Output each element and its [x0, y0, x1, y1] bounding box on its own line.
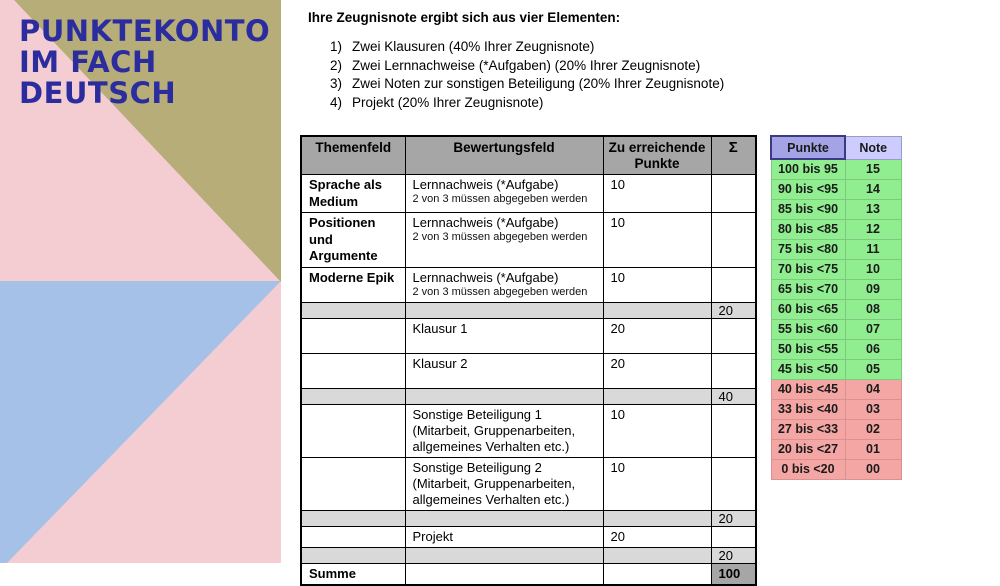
sigma-subtotal-cell: 20	[711, 510, 756, 526]
slide-title	[19, 16, 270, 109]
grade-punkte-cell: 45 bis <50	[771, 359, 845, 379]
grade-note-cell: 09	[845, 279, 901, 299]
grade-row	[771, 419, 901, 439]
grade-col-header-punkte: Punkte	[771, 136, 845, 159]
bewertung-cell	[405, 457, 603, 510]
grade-row	[771, 379, 901, 399]
grade-note-cell: 04	[845, 379, 901, 399]
bewertung-cell	[405, 175, 603, 213]
punkte-cell	[603, 547, 711, 563]
sigma-cell	[711, 404, 756, 457]
grade-punkte-cell: 60 bis <65	[771, 299, 845, 319]
bewertung-cell	[405, 526, 603, 547]
bewertung-cell	[405, 563, 603, 585]
themenfeld-cell	[301, 302, 405, 318]
grade-note-cell: 15	[845, 159, 901, 179]
grade-note-cell: 01	[845, 439, 901, 459]
grade-punkte-cell: 85 bis <90	[771, 199, 845, 219]
bewertung-subnote: 2 von 3 müssen abgegeben werden	[412, 193, 588, 205]
bewertung-text: Lernnachweis (*Aufgabe)	[412, 269, 559, 285]
bewertung-text: Lernnachweis (*Aufgabe)	[412, 215, 559, 230]
punkte-cell	[603, 388, 711, 404]
intro-list	[308, 38, 788, 112]
grade-row	[771, 159, 901, 179]
grade-row	[771, 199, 901, 219]
grade-col-header-note: Note	[845, 136, 901, 159]
table-row-positionen-und-argumente	[301, 213, 756, 268]
grade-row	[771, 339, 901, 359]
punkte-cell	[603, 510, 711, 526]
bewertung-text: Lernnachweis (*Aufgabe)	[412, 177, 559, 192]
themenfeld-cell	[301, 547, 405, 563]
themenfeld-cell	[301, 318, 405, 353]
punkte-cell: 20	[603, 526, 711, 547]
grade-note-cell: 12	[845, 219, 901, 239]
sigma-cell	[711, 457, 756, 510]
col-header-themenfeld: Themenfeld	[301, 136, 405, 175]
bewertung-cell	[405, 213, 603, 268]
grade-note-cell: 05	[845, 359, 901, 379]
bewertung-text: Klausur 2	[412, 355, 468, 371]
list-text: Projekt (20% Ihrer Zeugnisnote)	[352, 94, 544, 110]
bewertung-cell	[405, 267, 603, 302]
grade-punkte-cell: 70 bis <75	[771, 259, 845, 279]
list-number: 4)	[330, 94, 343, 110]
punkte-cell: 20	[603, 353, 711, 388]
grade-punkte-cell: 75 bis <80	[771, 239, 845, 259]
grade-punkte-cell: 40 bis <45	[771, 379, 845, 399]
table-row-subtotal	[301, 547, 756, 563]
grade-row	[771, 179, 901, 199]
grade-row	[771, 459, 901, 479]
table-row-summe	[301, 563, 756, 585]
grade-note-cell: 14	[845, 179, 901, 199]
list-number: 1)	[330, 39, 343, 54]
list-text: Zwei Noten zur sonstigen Beteiligung (20% Ihrer Zeugnisnote)	[352, 76, 725, 91]
col-header-zu-erreichende-punkte: Zu erreichende Punkte	[603, 136, 711, 175]
themenfeld-cell: Positionen und Argumente	[301, 213, 405, 268]
grade-punkte-cell: 55 bis <60	[771, 319, 845, 339]
themenfeld-cell	[301, 510, 405, 526]
grade-punkte-cell: 90 bis <95	[771, 179, 845, 199]
list-number: 2)	[330, 57, 343, 73]
themenfeld-cell	[301, 457, 405, 510]
grade-punkte-cell: 20 bis <27	[771, 439, 845, 459]
list-text: Zwei Lernnachweise (*Aufgaben) (20% Ihrer Zeugnisnote)	[352, 57, 701, 73]
intro-list-item	[308, 75, 788, 94]
sigma-subtotal-cell: 20	[711, 302, 756, 318]
table-row-subtotal	[301, 388, 756, 404]
punkte-cell: 10	[603, 404, 711, 457]
grade-punkte-cell: 80 bis <85	[771, 219, 845, 239]
grade-punkte-cell: 50 bis <55	[771, 339, 845, 359]
intro-block	[308, 10, 788, 112]
intro-list-item	[308, 94, 788, 113]
sigma-cell	[711, 353, 756, 388]
bewertung-subnote: 2 von 3 müssen abgegeben werden	[412, 285, 588, 298]
sigma-subtotal-cell: 40	[711, 388, 756, 404]
grade-punkte-cell: 33 bis <40	[771, 399, 845, 419]
punkte-cell: 20	[603, 318, 711, 353]
grade-note-cell: 06	[845, 339, 901, 359]
table-row-projekt	[301, 526, 756, 547]
themenfeld-cell	[301, 353, 405, 388]
grade-row	[771, 319, 901, 339]
themenfeld-cell: Moderne Epik	[301, 267, 405, 302]
grade-punkte-cell: 0 bis <20	[771, 459, 845, 479]
points-table	[300, 135, 757, 586]
points-table-header-row	[301, 136, 756, 175]
grade-row	[771, 439, 901, 459]
sigma-subtotal-cell: 20	[711, 547, 756, 563]
sigma-cell	[711, 213, 756, 268]
sigma-cell	[711, 175, 756, 213]
bewertung-cell	[405, 353, 603, 388]
grade-note-cell: 11	[845, 239, 901, 259]
themenfeld-cell	[301, 526, 405, 547]
bewertung-text: Sonstige Beteiligung 1 (Mitarbeit, Gruppenarbeiten, allgemeines Verhalten etc.)	[412, 406, 576, 454]
punkte-cell: 10	[603, 213, 711, 268]
intro-list-item	[308, 38, 788, 57]
table-row-sprache-als-medium	[301, 175, 756, 213]
grade-punkte-cell: 100 bis 95	[771, 159, 845, 179]
grade-row	[771, 399, 901, 419]
themenfeld-cell	[301, 388, 405, 404]
grade-note-cell: 08	[845, 299, 901, 319]
table-row-sonstige-beteiligung-1	[301, 404, 756, 457]
bewertung-cell	[405, 510, 603, 526]
bewertung-subnote: 2 von 3 müssen abgegeben werden	[412, 231, 588, 243]
intro-list-item	[308, 57, 788, 76]
grade-note-cell: 07	[845, 319, 901, 339]
bewertung-cell	[405, 404, 603, 457]
grade-note-cell: 03	[845, 399, 901, 419]
table-row-subtotal	[301, 510, 756, 526]
sigma-total-cell: 100	[711, 563, 756, 585]
list-number: 3)	[330, 76, 343, 91]
grade-scale-table	[770, 135, 902, 480]
table-row-klausur-1	[301, 318, 756, 353]
grade-note-cell: 13	[845, 199, 901, 219]
table-row-sonstige-beteiligung-2	[301, 457, 756, 510]
col-header-sigma: Σ	[711, 136, 756, 175]
grade-row	[771, 239, 901, 259]
bewertung-text: Klausur 1	[412, 320, 468, 336]
bewertung-cell	[405, 388, 603, 404]
sigma-cell	[711, 526, 756, 547]
slide-title-line-2: IM FACH	[19, 45, 157, 79]
col-header-bewertungsfeld: Bewertungsfeld	[405, 136, 603, 175]
themenfeld-cell	[301, 404, 405, 457]
intro-heading: Ihre Zeugnisnote ergibt sich aus vier Elementen:	[308, 10, 621, 25]
grade-row	[771, 299, 901, 319]
sigma-cell	[711, 318, 756, 353]
grade-row	[771, 359, 901, 379]
bewertung-cell	[405, 547, 603, 563]
grade-note-cell: 02	[845, 419, 901, 439]
punkte-cell	[603, 563, 711, 585]
grade-row	[771, 259, 901, 279]
bewertung-text: Sonstige Beteiligung 2 (Mitarbeit, Gruppenarbeiten, allgemeines Verhalten etc.)	[412, 459, 576, 507]
punkte-cell: 10	[603, 267, 711, 302]
punkte-cell: 10	[603, 457, 711, 510]
decorative-left-panel	[0, 0, 281, 563]
grade-punkte-cell: 65 bis <70	[771, 279, 845, 299]
grade-row	[771, 219, 901, 239]
grade-table-header-row	[771, 136, 901, 159]
sigma-cell	[711, 267, 756, 302]
slide-title-line-1: PUNKTEKONTO	[19, 14, 271, 48]
grade-note-cell: 00	[845, 459, 901, 479]
themenfeld-cell: Sprache als Medium	[301, 175, 405, 213]
grade-row	[771, 279, 901, 299]
bewertung-cell	[405, 302, 603, 318]
bewertung-cell	[405, 318, 603, 353]
summe-label-cell: Summe	[301, 563, 405, 585]
list-text: Zwei Klausuren (40% Ihrer Zeugnisnote)	[352, 39, 595, 54]
grade-note-cell: 10	[845, 259, 901, 279]
table-row-subtotal	[301, 302, 756, 318]
slide-title-line-3: DEUTSCH	[19, 76, 177, 110]
punkte-cell: 10	[603, 175, 711, 213]
table-row-klausur-2	[301, 353, 756, 388]
punkte-cell	[603, 302, 711, 318]
table-row-moderne-epik	[301, 267, 756, 302]
bewertung-text: Projekt	[412, 528, 453, 544]
grade-punkte-cell: 27 bis <33	[771, 419, 845, 439]
